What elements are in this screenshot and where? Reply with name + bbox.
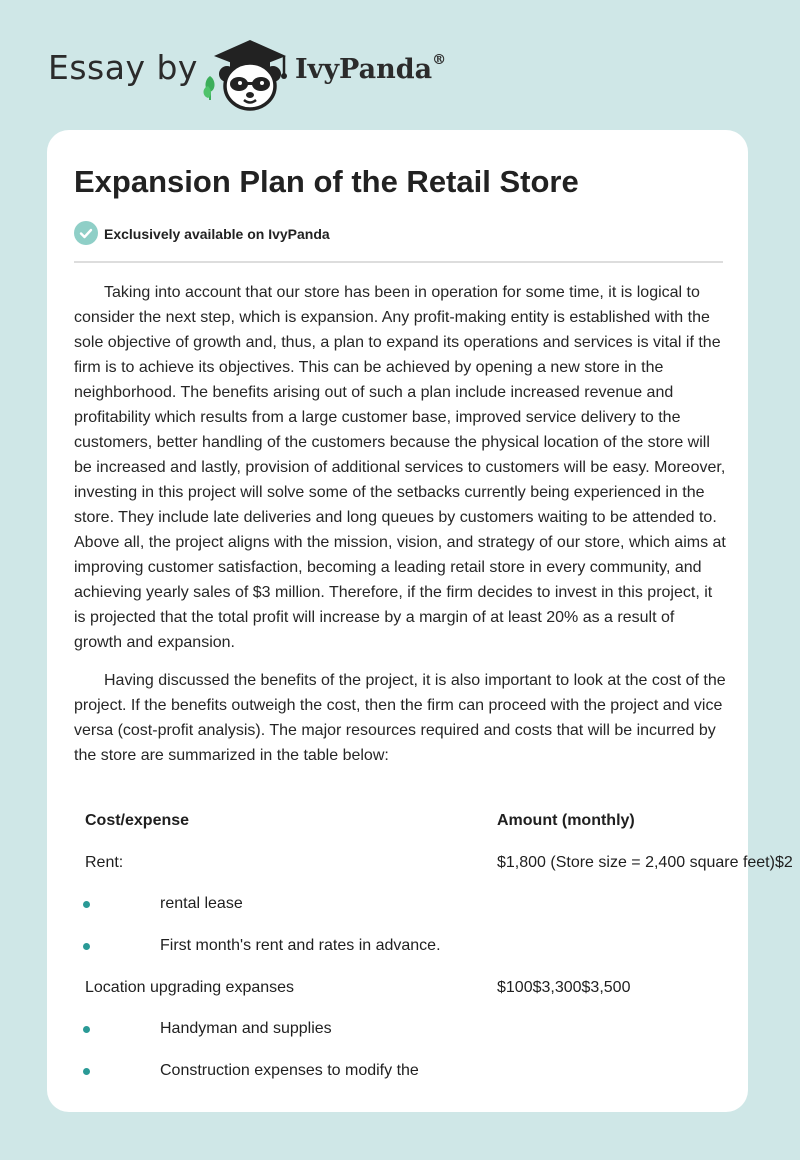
table-header-amount: Amount (monthly) (497, 812, 635, 829)
list-item: Handyman and supplies (160, 1020, 332, 1037)
table-header-cost: Cost/expense (85, 812, 190, 829)
page-title: Expansion Plan of the Retail Store (74, 164, 579, 199)
check-circle-icon (74, 221, 98, 245)
cost-table (47, 802, 793, 1112)
essay-card (47, 130, 793, 1112)
essay-body (74, 280, 726, 781)
ivypanda-wordmark[interactable]: IvyPanda® (295, 52, 447, 85)
list-item: First month's rent and rates in advance. (160, 937, 441, 954)
exclusive-badge-text: Exclusively available on IvyPanda (104, 226, 330, 242)
list-item: Construction expenses to modify the (160, 1062, 419, 1079)
paragraph: Having discussed the benefits of the project, it is also important to look at the cost of the project. If the benefits outweigh the cost, then the firm can proceed with the project and vice versa (cost-profit analysis). The major resources required and costs that will be incurred by the store are summarized in the table below: (74, 672, 726, 764)
table-row-upgrade-label: Location upgrading expanses (85, 979, 295, 996)
list-item: rental lease (160, 895, 243, 912)
table-row-upgrade-amount: $100$3,300$3,500 (497, 979, 631, 996)
paragraph: Taking into account that our store has been in operation for some time, it is logical to consider the next step, which is expansion. Any profit-making entity is established with the sole objective of growth and, thus, a plan to expand its operations and services is vital if the firm is to achieve its objectives. This can be achieved by opening a new store in the neighborhood. The benefits arising out of such a plan include increased revenue and profitability which results from a large customer base, improved service delivery to the customers, better handling of the customers because the physical location of the store will be increased and lastly, provision of additional services to customers will be easy. Moreover, investing in this project will solve some of the setbacks currently being experienced in the store. They include late deliveries and long queues by customers waiting to be attended to. Above all, the project aligns with the mission, vision, and strategy of our store, which aims at improving customer satisfaction, becoming a leading retail store in every community, and achieving yearly sales of $3 million. Therefore, if the firm decides to invest in this project, it is projected that the total profit will increase by a margin of at least 20% as a result of growth and expansion. (74, 284, 726, 651)
bullet-icon (83, 1068, 90, 1075)
table-row-rent-label: Rent: (85, 854, 124, 871)
table-row-rent-amount: $1,800 (Store size = 2,400 square feet)$2 (497, 854, 793, 871)
ivypanda-logo-icon[interactable] (200, 34, 292, 112)
bullet-icon (83, 901, 90, 908)
divider (74, 261, 723, 263)
bullet-icon (83, 943, 90, 950)
essay-by-label: Essay by (48, 48, 198, 87)
brand-header (48, 30, 478, 110)
bullet-icon (83, 1026, 90, 1033)
